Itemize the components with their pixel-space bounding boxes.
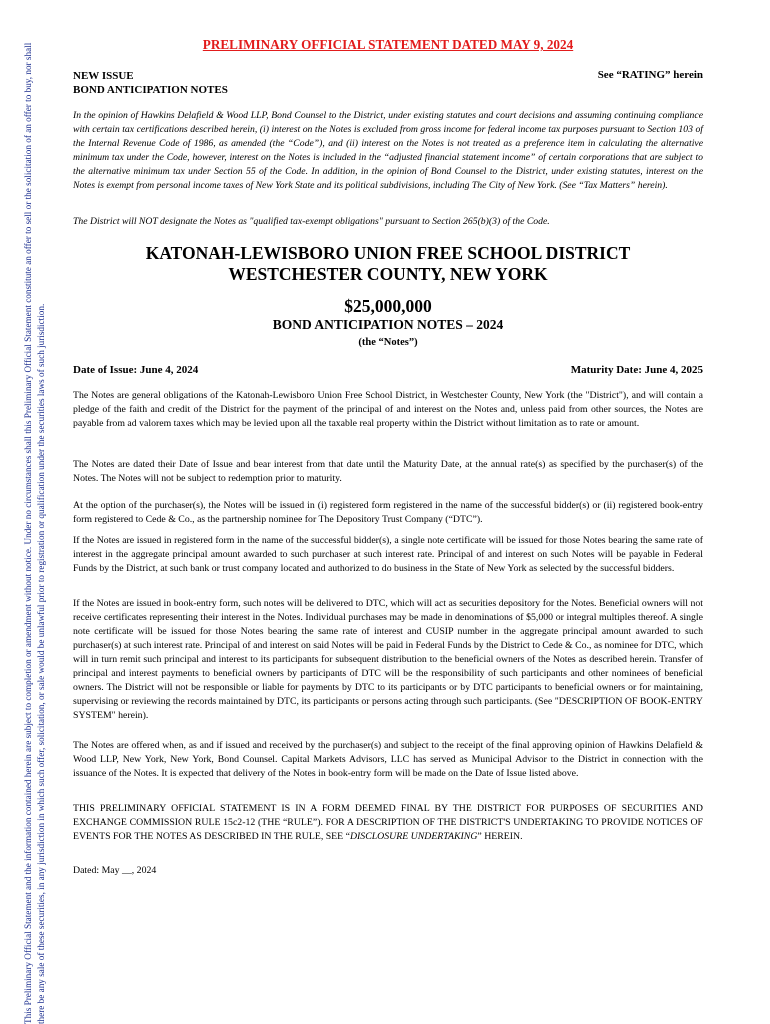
disclosure-undertaking-ref: DISCLOSURE UNDERTAKING — [349, 831, 478, 842]
district-name: KATONAH-LEWISBORO UNION FREE SCHOOL DISTRICT — [145, 243, 631, 263]
qualified-obligations-note: The District will NOT designate the Notes as "qualified tax-exempt obligations" pursuant to Section 265(b)(3) of the Code. — [73, 216, 550, 227]
district-title — [73, 243, 703, 285]
paragraph-final-form — [73, 802, 703, 844]
paragraph-dated: The Notes are dated their Date of Issue and bear interest from that date until the Maturity Date, at the annual rate(s) as specified by the purchaser(s) of the Notes. The Notes will not be subject to redemption prior to maturity. — [73, 459, 703, 484]
paragraph-registered-form: If the Notes are issued in registered form in the name of the successful bidder(s), a single note certificate will be issued for those Notes bearing the same rate of interest in the aggregate principal amount awarded to such purchaser at such interest rate. Principal of and interest on such Notes will be payable in Federal Funds by the District, at such bank or trust company located and authorized to do business in the State of New York as selected by the successful bidders. — [73, 535, 703, 574]
paragraph-book-entry: If the Notes are issued in book-entry form, such notes will be delivered to DTC, which will act as securities depository for the Notes. Beneficial owners will not receive certificates representing their interest in the Notes. Individual purchases may be made in denominations of $5,000 or integral multiples thereof. A single note certificate will be issued for those Notes bearing the same rate of interest and CUSIP number in the aggregate principal amount awarded to such purchaser(s) at such interest rate. Principal of and interest on said Notes will be paid in Federal Funds by the District to Cede & Co., as nominee for DTC, which will in turn remit such principal and interest to its participants for subsequent distribution to the beneficial owners of the Notes as described herein. Transfer of principal and interest payments to beneficial owners by participants of DTC will be the responsibility of such participants and other nominees of beneficial owners. The District will not be responsible or liable for payments by DTC to its participants or by DTC participants to beneficial owners or for maintaining, supervising or reviewing the records maintained by DTC, its participants or persons acting through such participants. (See "DESCRIPTION OF BOOK-ENTRY SYSTEM" herein). — [73, 598, 703, 721]
date-of-issue: Date of Issue: June 4, 2024 — [73, 364, 199, 376]
paragraph-offering: The Notes are offered when, as and if issued and received by the purchaser(s) and subject to the receipt of the final approving opinion of Hawkins Delafield & Wood LLP, New York, New York, Bond Counsel. Capital Markets Advisors, LLC has served as Municipal Advisor to the District in connection with the issuance of the Notes. It is expected that delivery of the Notes in book-entry form will be made on the Date of Issue listed above. — [73, 740, 703, 779]
bond-type-label: BOND ANTICIPATION NOTES — [73, 84, 228, 96]
county-name: WESTCHESTER COUNTY, NEW YORK — [228, 264, 548, 284]
tax-opinion-paragraph: In the opinion of Hawkins Delafield & Wood LLP, Bond Counsel to the District, under existing statutes and court decisions and assuming continuing compliance with certain tax certifications described herein, (i) interest on the Notes is excluded from gross income for federal income tax purposes pursuant to Section 103 of the Internal Revenue Code of 1986, as amended (the “Code”), and (ii) interest on the Notes is not treated as a preference item in calculating the alternative minimum tax under the Code, however, interest on the Notes is included in the “adjusted financial statement income” of certain corporations that are subject to the alternative minimum tax under Section 55 of the Code. In addition, in the opinion of Bond Counsel to the District, under existing statutes, interest on the Notes is exempt from personal income taxes of New York State and its political subdivisions, including The City of New York. (See “Tax Matters” herein). — [73, 110, 703, 191]
dated-line: Dated: May __, 2024 — [73, 865, 157, 876]
maturity-date: Maturity Date: June 4, 2025 — [570, 364, 703, 376]
notes-title: BOND ANTICIPATION NOTES – 2024 — [272, 317, 504, 332]
paragraph-registration-option: At the option of the purchaser(s), the Notes will be issued in (i) registered form registered in the name of the successful bidder(s) or (ii) registered book-entry form registered to Cede & Co., as the partnership nominee for The Depository Trust Company (“DTC”). — [73, 500, 703, 525]
notes-short-name: (the “Notes”) — [358, 337, 418, 348]
disclaimer-side-note: This Preliminary Official Statement and the information contained herein are subject to completion or amendment without notice. Under no circumstances shall this Preliminary Official Statement constitute an offer to sell or the solicitation of an offer to buy, nor shall there be any sale of these securities, in any jurisdiction in which such offer, solicitation, or sale would be unlawful prior to registration or qualification under the securities laws of such jurisdiction. — [23, 42, 46, 1024]
preliminary-heading: PRELIMINARY OFFICIAL STATEMENT DATED MAY 9, 2024 — [202, 37, 574, 52]
final-statement-end: ” HEREIN. — [477, 831, 523, 842]
principal-amount: $25,000,000 — [344, 296, 432, 316]
issue-block — [73, 69, 228, 97]
new-issue-label: NEW ISSUE — [73, 70, 134, 82]
final-statement-text: THIS PRELIMINARY OFFICIAL STATEMENT IS IN A FORM DEEMED FINAL BY THE DISTRICT FOR PURPOSES OF SECURITIES AND EXCHANGE COMMISSION RULE 15c2-12 (THE “RULE”). FOR A DESCRIPTION OF THE DISTRICT'S UNDERTAKING TO PROVIDE NOTICES OF EVENTS FOR THE NOTES AS DESCRIBED IN THE RULE, SEE “ — [73, 803, 703, 842]
rating-reference: See “RATING” herein — [597, 69, 703, 81]
paragraph-obligations: The Notes are general obligations of the Katonah-Lewisboro Union Free School District, in Westchester County, New York (the "District"), and will contain a pledge of the faith and credit of the District for the payment of the principal of and interest on the Notes and, unless paid from other sources, the Notes are payable from ad valorem taxes which may be levied upon all the taxable real property within the District without limitation as to rate or amount. — [73, 390, 703, 429]
